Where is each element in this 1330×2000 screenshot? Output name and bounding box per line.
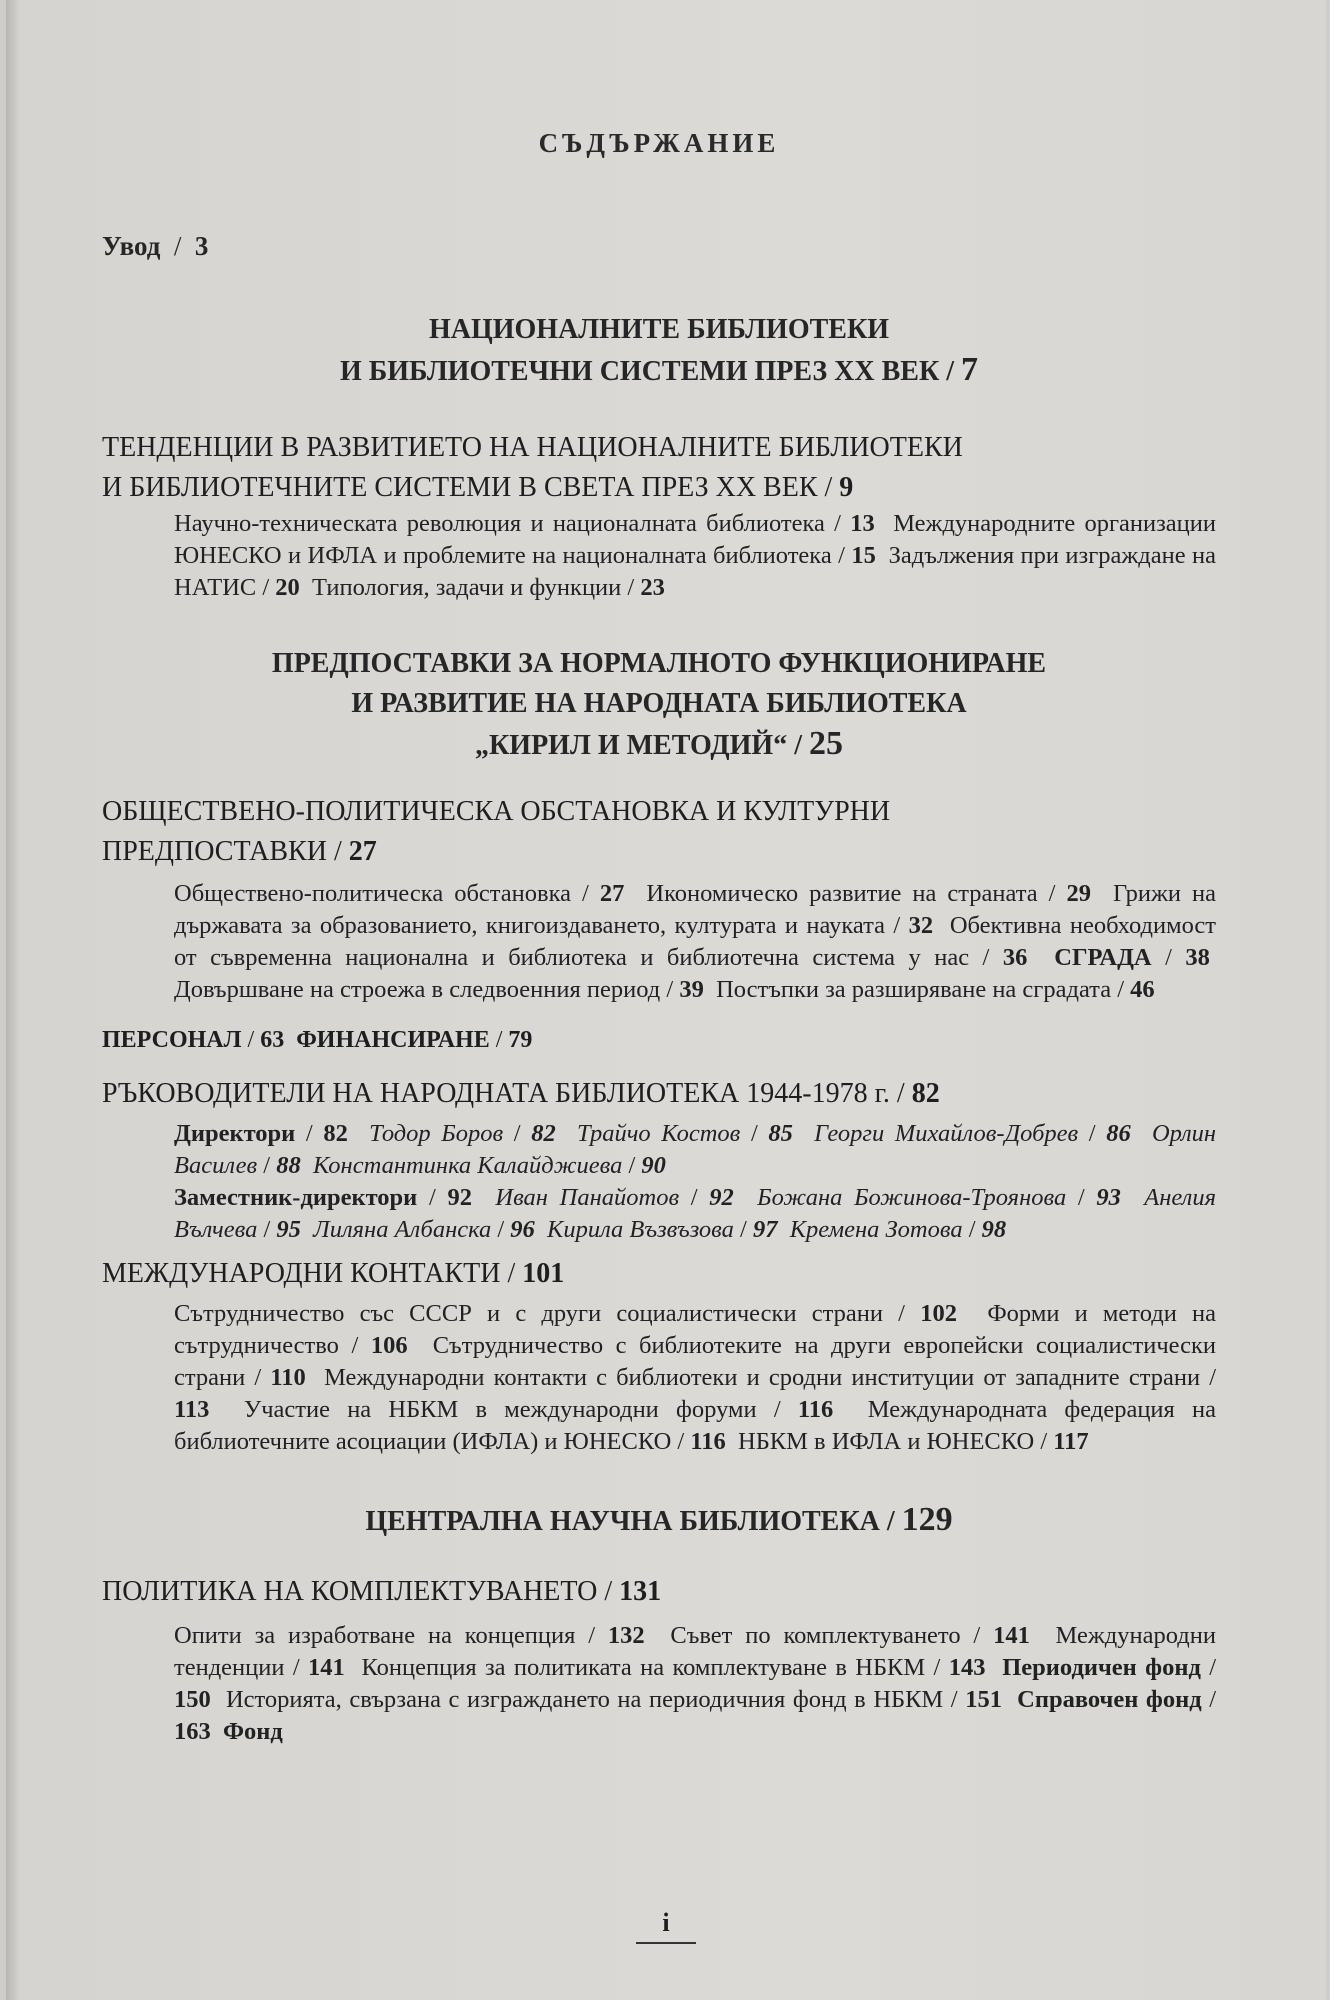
entry-page: 163 <box>174 1718 211 1745</box>
toc-chapter: РЪКОВОДИТЕЛИ НА НАРОДНАТА БИБЛИОТЕКА 1944-1978 г. / 82 <box>102 1078 940 1109</box>
entry-page: 32 <box>908 912 934 939</box>
toc-chapter: ОБЩЕСТВЕНО-ПОЛИТИЧЕСКА ОБСТАНОВКА И КУЛТУРНИ ПРЕДПОСТАВКИ / 27 <box>102 792 1216 872</box>
entry-page: 110 <box>270 1364 306 1391</box>
chapter-page: 131 <box>619 1576 662 1607</box>
entry-page: 117 <box>1053 1428 1089 1455</box>
toc-chapter: ПЕРСОНАЛ / 63 ФИНАНСИРАНЕ / 79 <box>102 1027 533 1053</box>
entry-title: Международната федерация на библиотечните асоциации (ИФЛА) и ЮНЕСКО <box>174 1396 1217 1455</box>
part-title-line: „КИРИЛ И МЕТОДИЙ“ <box>474 730 788 761</box>
entry-title: Форми и методи на сътрудничество <box>174 1300 1216 1359</box>
chapter-page: 101 <box>522 1258 565 1289</box>
entry-page: 46 <box>1130 976 1155 1003</box>
entry-page: 93 <box>1096 1184 1121 1211</box>
entry-page: 141 <box>308 1654 345 1681</box>
entry-title: Участие на НБКМ в международни форуми <box>243 1396 757 1423</box>
entry-page: 97 <box>752 1216 778 1243</box>
chapter-title-line: ПРЕДПОСТАВКИ <box>102 836 327 867</box>
entry-page: 102 <box>920 1300 957 1327</box>
part-title-line: ЦЕНТРАЛНА НАУЧНА БИБЛИОТЕКА <box>365 1506 880 1537</box>
entry-title: Иван Панайотов <box>495 1184 680 1211</box>
page-title: СЪДЪРЖАНИЕ <box>538 128 780 158</box>
entry-page: 92 <box>709 1184 734 1211</box>
entry-page: 150 <box>174 1686 211 1713</box>
entry-page: 95 <box>276 1216 301 1243</box>
chapter-title-line: ПОЛИТИКА НА КОМПЛЕКТУВАНЕТО <box>102 1576 598 1607</box>
entry-title: Кирила Възвъзова <box>547 1216 734 1243</box>
entry-title: Фонд <box>223 1718 283 1745</box>
entry-title: Международни тенденции <box>174 1622 1216 1681</box>
chapter-page: 79 <box>508 1027 533 1053</box>
entry-page: 82 <box>531 1120 556 1147</box>
entry-title: Съвет по комплектуването <box>670 1622 961 1649</box>
entry-page: 39 <box>679 976 704 1003</box>
entry-page: 86 <box>1106 1120 1131 1147</box>
chapter-page: 82 <box>911 1078 940 1109</box>
entry-page: 132 <box>607 1622 645 1649</box>
entry-page: 38 <box>1185 944 1210 971</box>
entry-title: СГРАДА <box>1054 944 1152 971</box>
entry-page: 116 <box>797 1396 834 1423</box>
entry-title: Сътрудничество с библиотеките на други европейски социалистически страни <box>174 1332 1217 1391</box>
chapter-page: 9 <box>839 472 854 503</box>
entry-title: Типология, задачи и функции <box>312 574 622 601</box>
chapter-title: ФИНАНСИРАНЕ <box>296 1027 490 1053</box>
toc-part-3: ЦЕНТРАЛНА НАУЧНА БИБЛИОТЕКА / 129 <box>365 1501 953 1538</box>
entry-page: 29 <box>1066 880 1091 907</box>
chapter-title-line: И БИБЛИОТЕЧНИТЕ СИСТЕМИ В СВЕТА ПРЕЗ XX ВЕК <box>102 472 818 503</box>
entry-page: 23 <box>640 574 665 601</box>
toc-entries: Директори / 82 Тодор Боров / 82 Трайчо Костов / 85 Георги Михайлов-Добрев / 86 Орлин Василев / 88 Константинка Калайджиева / 90 Заместник-директори / 92 Иван Панайотов / 92 Божана Божинова-Троянова / 93 Анелия Вълчева / 95 Лиляна Албанска / 96 Кирила Възвъзова / 97 Кремена Зотова / 98 <box>174 1120 1217 1243</box>
entry-page: 82 <box>323 1120 348 1147</box>
entry-page: 151 <box>965 1686 1002 1713</box>
entry-title: Грижи на държавата за образованието, книгоиздаването, културата и науката <box>174 880 1217 939</box>
chapter-title-line: РЪКОВОДИТЕЛИ НА НАРОДНАТА БИБЛИОТЕКА 1944-1978 г. <box>102 1078 890 1109</box>
entry-page: 36 <box>1002 944 1028 971</box>
entry-page: 113 <box>174 1396 210 1423</box>
entry-page: 106 <box>370 1332 408 1359</box>
entry-title: Обективна необходимост от съвременна национална и библиотека и библиотечна система у нас <box>174 912 1217 971</box>
toc-entries: Обществено-политическа обстановка / 27 Икономическо развитие на страната / 29 Грижи на държавата за образованието, книгоиздаването, културата и науката / 32 Обективна необходимост от съвременна национална и библиотека и библиотечна система у нас / 36 СГРАДА / 38 Довършване на строежа в следвоенния период / 39 Постъпки за разширяване на сградата / 46 <box>174 880 1217 1003</box>
chapter-page: 63 <box>260 1027 285 1053</box>
page-number: i <box>636 1908 695 1944</box>
part-title-line: И РАЗВИТИЕ НА НАРОДНАТА БИБЛИОТЕКА <box>351 688 967 719</box>
entry-page: 141 <box>993 1622 1030 1649</box>
entry-page: 90 <box>641 1152 666 1179</box>
toc-intro-page: 3 <box>194 231 209 261</box>
entry-title: Трайчо Костов <box>576 1120 741 1147</box>
entry-page: 20 <box>275 574 300 601</box>
entry-page: 143 <box>948 1654 986 1681</box>
entry-page: 96 <box>510 1216 535 1243</box>
chapter-title-line: МЕЖДУНАРОДНИ КОНТАКТИ <box>102 1258 501 1289</box>
entry-page: 98 <box>981 1216 1007 1243</box>
entry-page: 92 <box>447 1184 472 1211</box>
entry-page: 85 <box>768 1120 793 1147</box>
toc-entries: Опити за изработване на концепция / 132 Съвет по комплектуването / 141 Международни тенденции / 141 Концепция за политиката на комплектуване в НБКМ / 143 Периодичен фонд / 150 Историята, свързана с изграждането на периодичния фонд в НБКМ / 151 Справочен фонд / 163 Фонд <box>174 1622 1217 1745</box>
entry-title: Обществено-политическа обстановка <box>174 880 572 907</box>
entry-title: Георги Михайлов-Добрев <box>814 1120 1079 1147</box>
entry-title: Директори <box>174 1120 296 1147</box>
entry-title: Заместник-директори <box>174 1184 418 1211</box>
part-title-line: ПРЕДПОСТАВКИ ЗА НОРМАЛНОТО ФУНКЦИОНИРАНЕ <box>271 648 1047 679</box>
entry-title: Довършване на строежа в следвоенния период <box>174 976 661 1003</box>
entry-title: Икономическо развитие на страната <box>646 880 1038 907</box>
part-page: 7 <box>961 351 979 388</box>
toc-part-1: НАЦИОНАЛНИТЕ БИБЛИОТЕКИ И БИБЛИОТЕЧНИ СИСТЕМИ ПРЕЗ XX ВЕК / 7 <box>102 310 1216 392</box>
toc-part-2: ПРЕДПОСТАВКИ ЗА НОРМАЛНОТО ФУНКЦИОНИРАНЕ И РАЗВИТИЕ НА НАРОДНАТА БИБЛИОТЕКА „КИРИЛ И МЕТОДИЙ“ / 25 <box>102 644 1216 766</box>
toc-chapter: МЕЖДУНАРОДНИ КОНТАКТИ / 101 <box>102 1258 565 1289</box>
entry-title: НБКМ в ИФЛА и ЮНЕСКО <box>738 1428 1035 1455</box>
entry-title: Справочен фонд <box>1017 1686 1202 1713</box>
entry-page: 13 <box>850 510 875 537</box>
part-page: 129 <box>901 1501 953 1538</box>
chapter-title-line: ОБЩЕСТВЕНО-ПОЛИТИЧЕСКА ОБСТАНОВКА И КУЛТУРНИ <box>102 796 891 827</box>
page-footer <box>6 1908 1326 1944</box>
entry-page: 27 <box>599 880 625 907</box>
entry-title: Концепция за политиката на комплектуване в НБКМ <box>361 1654 926 1681</box>
entry-title: Научно-техническата революция и националната библиотека <box>174 510 825 537</box>
entry-title: Международни контакти с библиотеки и сродни институции от западните страни <box>324 1364 1201 1391</box>
toc-chapter: ПОЛИТИКА НА КОМПЛЕКТУВАНЕТО / 131 <box>102 1576 662 1607</box>
chapter-title: ПЕРСОНАЛ <box>102 1027 242 1053</box>
entry-title: Константинка Калайджиева <box>312 1152 623 1179</box>
entry-title: Лиляна Албанска <box>313 1216 492 1243</box>
entry-title: Анелия Вълчева <box>174 1184 1217 1243</box>
entry-title: Божана Божинова-Троянова <box>757 1184 1067 1211</box>
entry-title: Историята, свързана с изграждането на периодичния фонд в НБКМ <box>225 1686 944 1713</box>
entry-title: Сътрудничество със СССР и с други социалистически страни <box>174 1300 883 1327</box>
toc-intro-label: Увод <box>102 231 161 261</box>
chapter-title-line: ТЕНДЕНЦИИ В РАЗВИТИЕТО НА НАЦИОНАЛНИТЕ БИБЛИОТЕКИ <box>102 432 963 463</box>
entry-title: Периодичен фонд <box>1002 1654 1201 1681</box>
part-title-line: НАЦИОНАЛНИТЕ БИБЛИОТЕКИ <box>428 314 890 345</box>
toc-entries: Сътрудничество със СССР и с други социалистически страни / 102 Форми и методи на сътрудничество / 106 Сътрудничество с библиотеките на други европейски социалистически страни / 110 Международни контакти с библиотеки и сродни институции от западните страни / 113 Участие на НБКМ в международни форуми / 116 Международната федерация на библиотечните асоциации (ИФЛА) и ЮНЕСКО / 116 НБКМ в ИФЛА и ЮНЕСКО / 117 <box>174 1300 1217 1455</box>
part-title-line: И БИБЛИОТЕЧНИ СИСТЕМИ ПРЕЗ XX ВЕК <box>339 356 940 387</box>
book-page <box>6 0 1326 2000</box>
entry-page: 15 <box>851 542 876 569</box>
entry-title: Международните организации ЮНЕСКО и ИФЛА и проблемите на националната библиотека <box>174 510 1216 569</box>
toc-entries: Научно-техническата революция и националната библиотека / 13 Международните организации ЮНЕСКО и ИФЛА и проблемите на националната библиотека / 15 Задължения при изграждане на НАТИС / 20 Типология, задачи и функции / 23 <box>174 510 1217 601</box>
entry-page: 88 <box>276 1152 301 1179</box>
entry-title: Орлин Василев <box>174 1120 1217 1179</box>
chapter-page: 27 <box>348 836 377 867</box>
toc-chapter: ТЕНДЕНЦИИ В РАЗВИТИЕТО НА НАЦИОНАЛНИТЕ БИБЛИОТЕКИ И БИБЛИОТЕЧНИТЕ СИСТЕМИ В СВЕТА ПРЕЗ XX ВЕК / 9 <box>102 428 1216 508</box>
entry-title: Опити за изработване на концепция <box>174 1622 576 1649</box>
toc-intro: Увод / 3 <box>102 231 209 261</box>
part-page: 25 <box>809 725 843 762</box>
entry-page: 116 <box>690 1428 726 1455</box>
entry-title: Тодор Боров <box>369 1120 504 1147</box>
entry-title: Кремена Зотова <box>789 1216 963 1243</box>
entry-title: Постъпки за разширяване на сградата <box>716 976 1112 1003</box>
entry-title: Задължения при изграждане на НАТИС <box>174 542 1217 601</box>
